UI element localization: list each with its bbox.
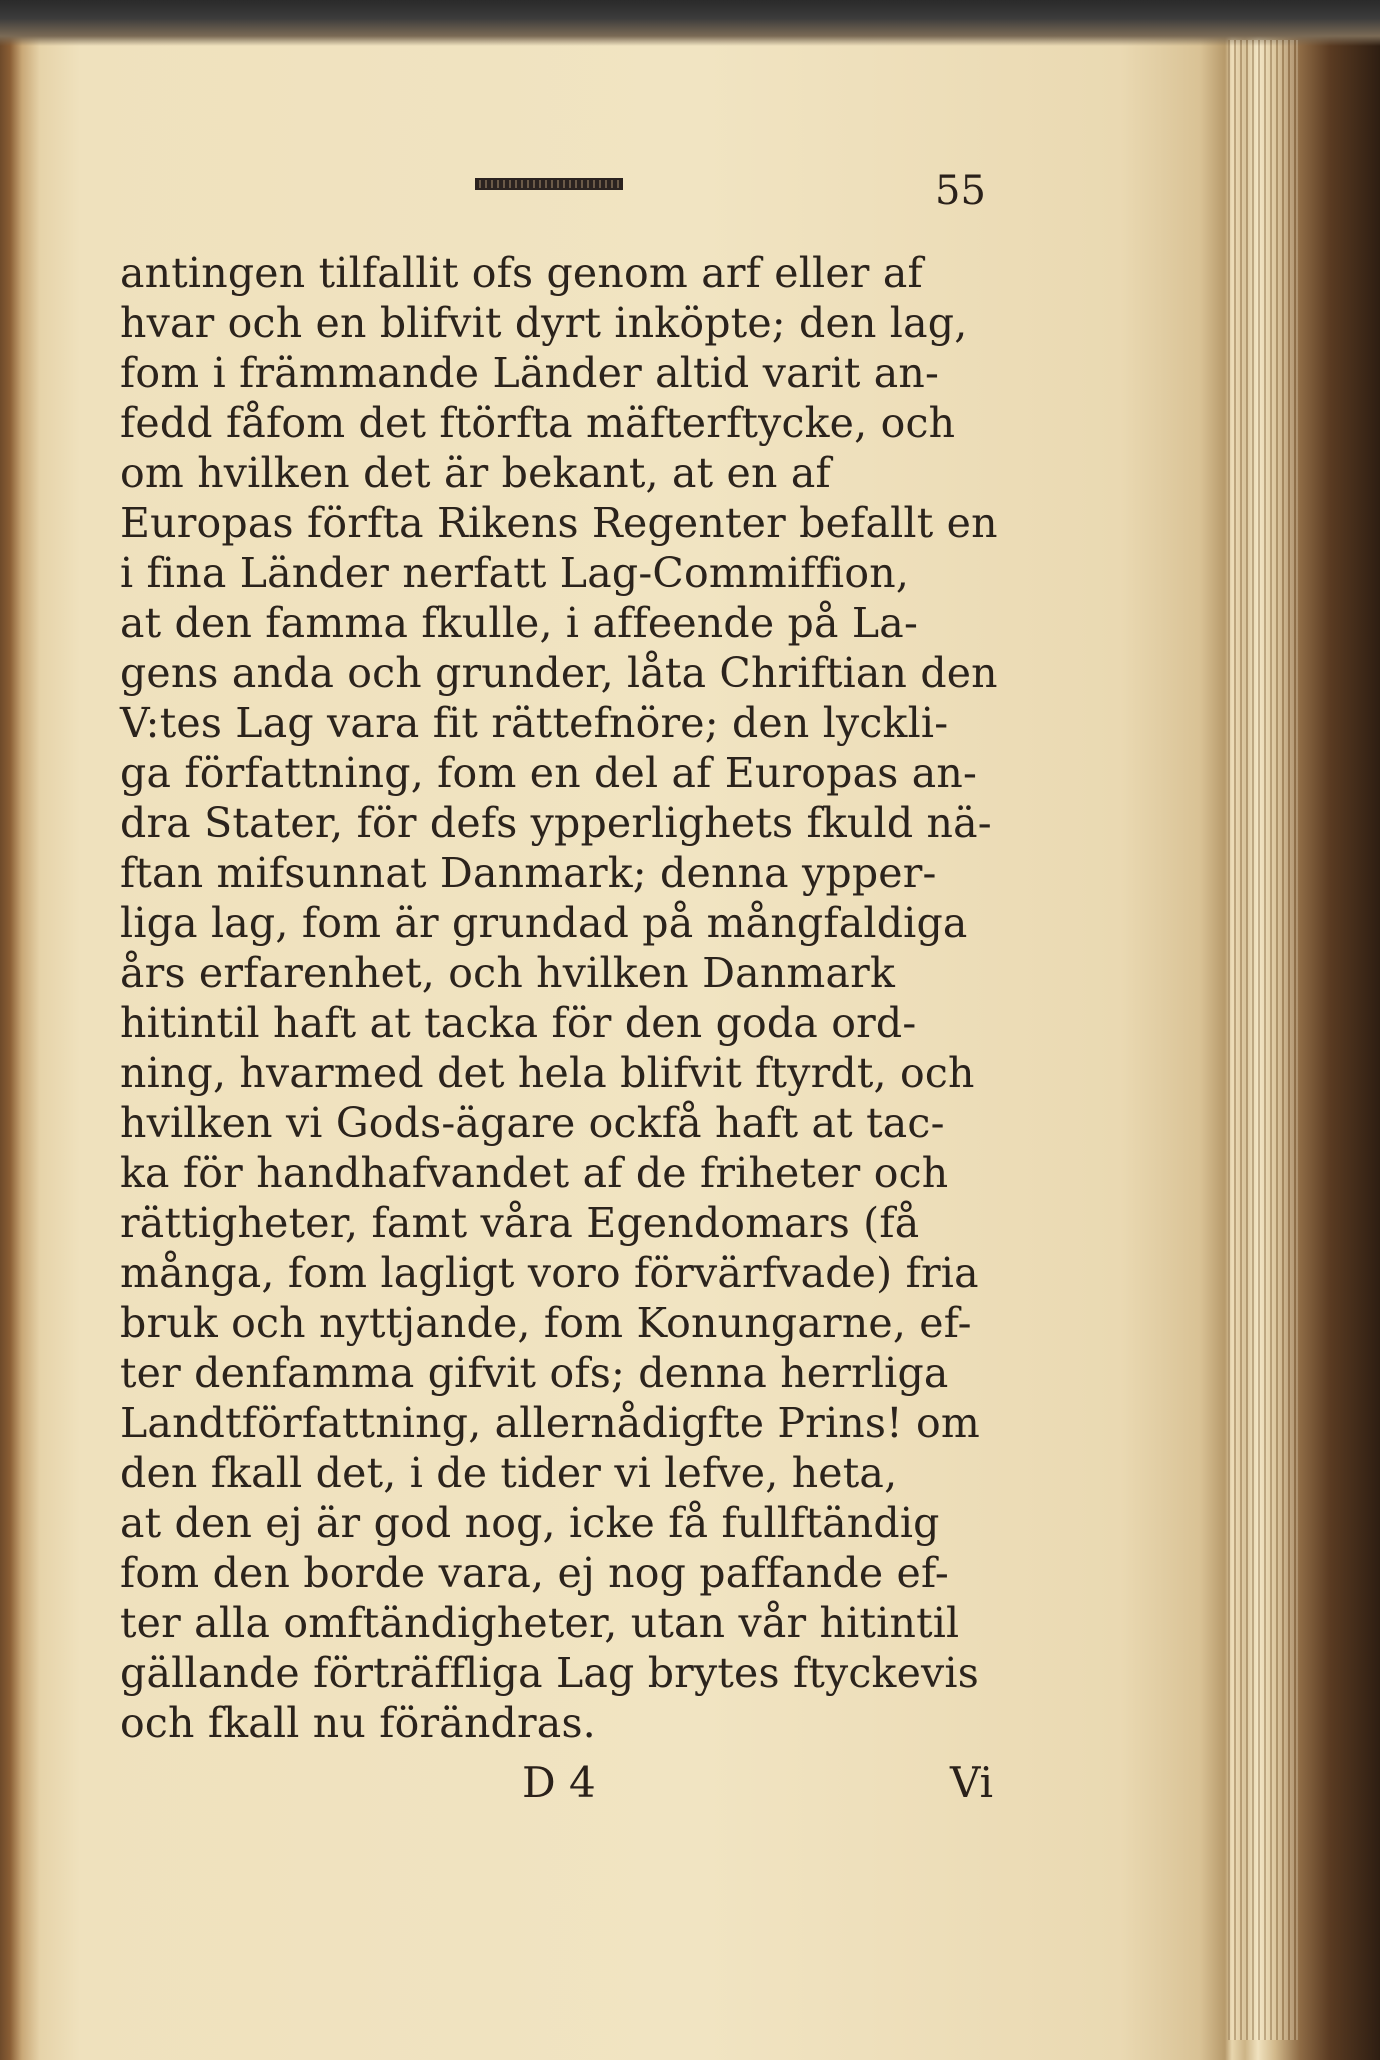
text-line: at den ej är god nog, icke få fullftändig	[120, 1499, 940, 1547]
text-line: at den famma fkulle, i affeende på La-	[120, 599, 918, 647]
text-line: dra Stater, för defs ypperlighets fkuld nä-	[120, 799, 992, 847]
text-line: bruk och nyttjande, fom Konungarne, ef-	[120, 1299, 972, 1347]
text-line: hitintil haft at tacka för den goda ord-	[120, 999, 917, 1047]
text-line: hvilken vi Gods-ägare ockfå haft at tac-	[120, 1099, 945, 1147]
signature-mark: D 4	[522, 1758, 596, 1807]
text-line: ning, hvarmed det hela blifvit ftyrdt, och	[120, 1049, 975, 1097]
text-line: rättigheter, famt våra Egendomars (få	[120, 1199, 920, 1247]
text-line: Landtförfattning, allernådigfte Prins! om	[120, 1399, 981, 1447]
text-line: om hvilken det är bekant, at en af	[120, 449, 831, 497]
text-line: ka för handhafvandet af de friheter och	[120, 1149, 949, 1197]
text-line: liga lag, fom är grundad på mångfaldiga	[120, 899, 968, 947]
text-line: antingen tilfallit ofs genom arf eller af	[120, 249, 923, 297]
text-line: fom i främmande Länder altid varit an-	[120, 349, 940, 397]
text-line: många, fom lagligt voro förvärfvade) fria	[120, 1249, 979, 1297]
book-top-edge	[0, 0, 1380, 46]
text-line: gens anda och grunder, låta Chriftian den	[120, 649, 998, 697]
text-line: fom den borde vara, ej nog paffande ef-	[120, 1549, 949, 1597]
text-line: ter alla omftändigheter, utan vår hitintil	[120, 1599, 960, 1647]
text-line: Europas förfta Rikens Regenter befallt en	[120, 499, 998, 547]
text-line: V:tes Lag vara fit rättefnöre; den lyckli-	[120, 699, 949, 747]
text-line: den fkall det, i de tider vi lefve, heta,	[120, 1449, 898, 1497]
text-line: ftan mifsunnat Danmark; denna ypper-	[120, 849, 937, 897]
text-line: hvar och en blifvit dyrt inköpte; den lag,	[120, 299, 968, 347]
text-line: ga författning, fom en del af Europas an-	[120, 749, 978, 797]
page-number: 55	[935, 168, 986, 214]
text-line: gällande förträffliga Lag brytes ftyckevis	[120, 1649, 979, 1697]
text-line: fedd fåfom det ftörfta mäfterftycke, och	[120, 399, 956, 447]
text-line: ter denfamma gifvit ofs; denna herrliga	[120, 1349, 949, 1397]
text-line: i fina Länder nerfatt Lag-Commiffion,	[120, 549, 910, 597]
page-edges	[1228, 40, 1298, 2040]
header-ornament-rule	[475, 178, 623, 190]
text-line: års erfarenhet, och hvilken Danmark	[120, 949, 895, 997]
catchword: Vi	[950, 1758, 994, 1807]
text-line: och fkall nu förändras.	[120, 1699, 596, 1747]
